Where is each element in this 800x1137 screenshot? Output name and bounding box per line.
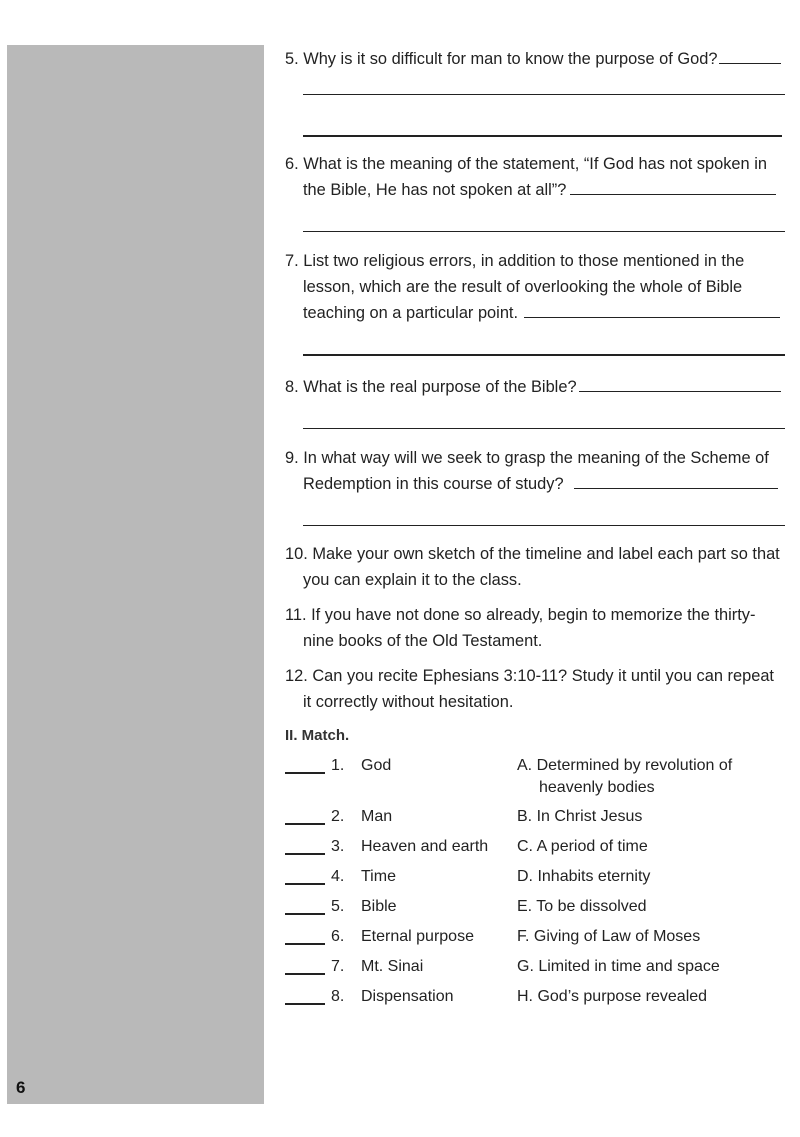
question-9-line: Redemption in this course of study? <box>285 471 785 497</box>
match-definition: A. Determined by revolution of heavenly bodies <box>517 757 733 797</box>
match-definition: F. Giving of Law of Moses <box>517 928 701 946</box>
match-number: 7. <box>331 958 345 976</box>
match-number: 2. <box>331 808 345 826</box>
match-definition: G. Limited in time and space <box>517 958 720 976</box>
question-6-line: 6. What is the meaning of the statement, “If God has not spoken in <box>285 154 767 173</box>
answer-line[interactable] <box>303 135 782 136</box>
worksheet-content <box>285 46 785 1016</box>
question-11-line: 11. If you have not done so already, begin to memorize the thirty- <box>285 606 756 625</box>
match-term: Heaven and earth <box>361 838 489 856</box>
match-answer-blank[interactable] <box>285 823 325 824</box>
match-term: Dispensation <box>361 988 454 1006</box>
match-term: Bible <box>361 898 397 916</box>
match-row <box>285 836 785 866</box>
match-number: 5. <box>331 898 345 916</box>
match-answer-blank[interactable] <box>285 883 325 884</box>
match-row <box>285 866 785 896</box>
match-answer-blank[interactable] <box>285 913 325 914</box>
match-term: Man <box>361 808 393 826</box>
match-term: Time <box>361 868 396 886</box>
match-answer-blank[interactable] <box>285 853 325 854</box>
match-number: 3. <box>331 838 345 856</box>
question-9-line: 9. In what way will we seek to grasp the meaning of the Scheme of <box>285 448 769 467</box>
match-definition: C. A period of time <box>517 838 648 856</box>
question-12 <box>285 663 785 715</box>
question-9 <box>285 445 785 497</box>
match-definition: H. God’s purpose revealed <box>517 988 708 1006</box>
answer-blank-inline[interactable] <box>719 49 781 64</box>
match-number: 1. <box>331 757 345 775</box>
question-7 <box>285 248 785 326</box>
match-answer-blank[interactable] <box>285 973 325 974</box>
question-8 <box>285 374 785 400</box>
match-row <box>285 926 785 956</box>
match-definition: E. To be dissolved <box>517 898 647 916</box>
match-row <box>285 896 785 926</box>
match-answer-blank[interactable] <box>285 1003 325 1004</box>
question-5 <box>285 46 785 72</box>
match-term: Mt. Sinai <box>361 958 424 976</box>
answer-line[interactable] <box>303 94 785 95</box>
answer-line[interactable] <box>303 354 785 355</box>
match-definition: B. In Christ Jesus <box>517 808 643 826</box>
match-row <box>285 755 785 806</box>
question-10-line: 10. Make your own sketch of the timeline and label each part so that <box>285 545 780 564</box>
answer-blank-inline[interactable] <box>574 474 778 489</box>
match-term: God <box>361 757 392 775</box>
answer-line[interactable] <box>303 231 785 232</box>
match-answer-blank[interactable] <box>285 772 325 773</box>
answer-line[interactable] <box>303 428 785 429</box>
match-list <box>285 755 785 1016</box>
answer-blank-inline[interactable] <box>579 377 781 392</box>
match-answer-blank[interactable] <box>285 943 325 944</box>
match-row <box>285 986 785 1016</box>
answer-blank-inline[interactable] <box>524 303 780 318</box>
gray-sidebar <box>7 45 264 1104</box>
question-6-line: the Bible, He has not spoken at all”? <box>285 177 785 203</box>
question-11 <box>285 602 785 654</box>
match-number: 6. <box>331 928 345 946</box>
match-row <box>285 806 785 836</box>
question-11-line: nine books of the Old Testament. <box>303 632 543 651</box>
question-12-line: 12. Can you recite Ephesians 3:10-11? Study it until you can repeat <box>285 667 774 686</box>
question-7-line: lesson, which are the result of overlooking the whole of Bible <box>303 278 743 297</box>
question-10 <box>285 541 785 593</box>
question-12-line: it correctly without hesitation. <box>303 693 514 712</box>
match-row <box>285 956 785 986</box>
match-term: Eternal purpose <box>361 928 474 946</box>
question-6 <box>285 151 785 203</box>
question-10-line: you can explain it to the class. <box>303 571 522 590</box>
question-5-line: 5. Why is it so difficult for man to know the purpose of God? <box>285 46 785 72</box>
section-heading-match: II. Match. <box>285 727 350 745</box>
match-definition: D. Inhabits eternity <box>517 868 651 886</box>
question-7-line: teaching on a particular point. <box>285 300 785 326</box>
question-7-line: 7. List two religious errors, in addition to those mentioned in the <box>285 252 745 271</box>
answer-blank-inline[interactable] <box>570 180 776 195</box>
page-number: 6 <box>16 1078 26 1097</box>
answer-line[interactable] <box>303 525 785 526</box>
match-number: 4. <box>331 868 345 886</box>
match-number: 8. <box>331 988 345 1006</box>
question-8-line: 8. What is the real purpose of the Bible? <box>285 374 785 400</box>
